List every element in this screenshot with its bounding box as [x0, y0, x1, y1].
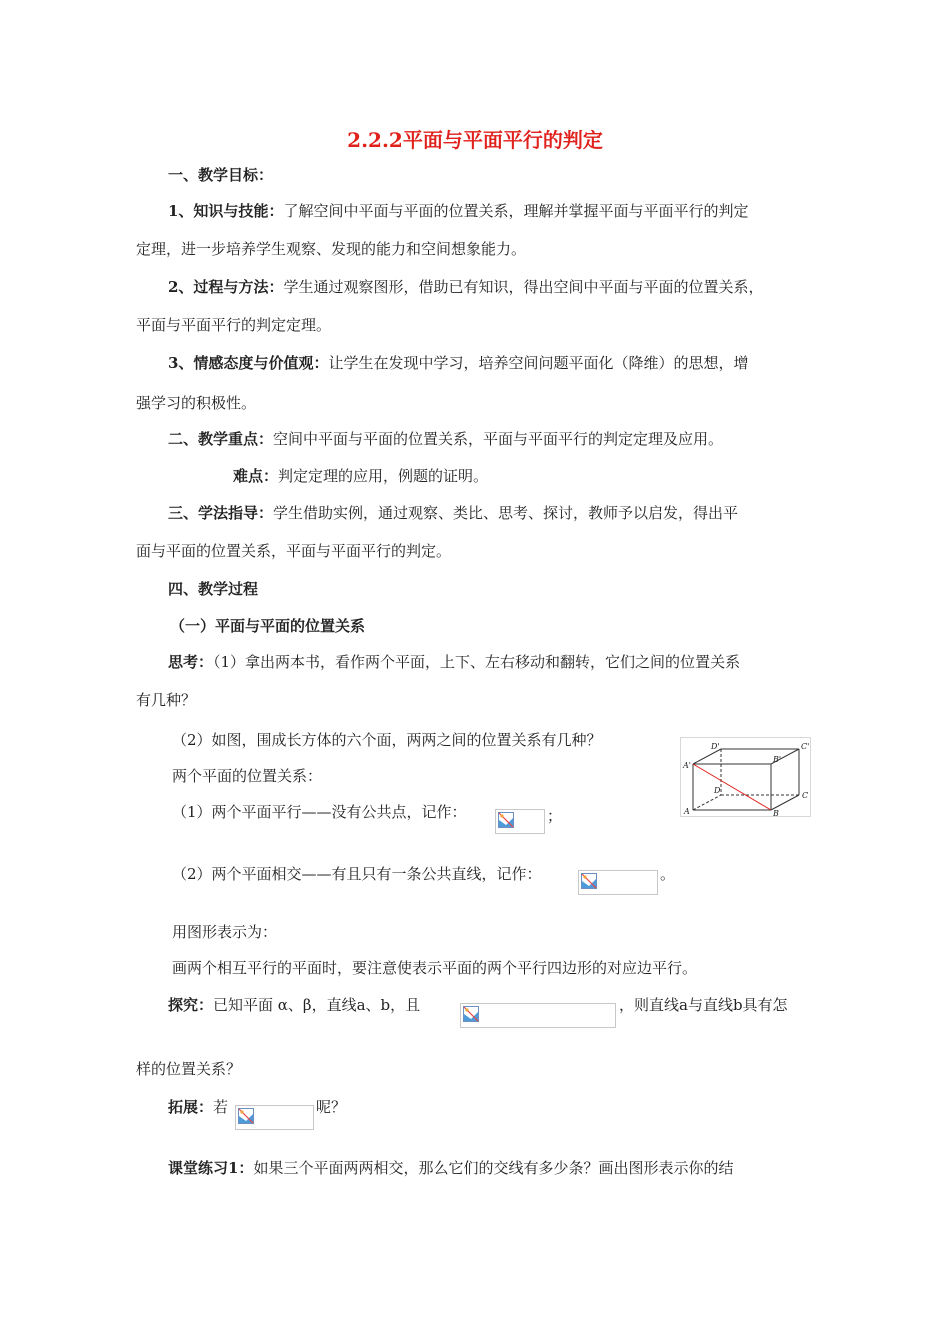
process-heading: 四、教学过程 — [168, 580, 259, 598]
cuboid-diagram — [681, 738, 810, 816]
explore-text-2: ，则直线a与直线b具有怎 — [619, 996, 788, 1014]
relation-parallel-end: ； — [547, 807, 563, 825]
broken-image-icon — [581, 873, 597, 889]
goal-1-text-b: 定理，进一步培养学生观察、发现的能力和空间想象能力。 — [136, 240, 527, 258]
goal-3-text-a: 让学生在发现中学习，培养空间问题平面化（降维）的思想，增 — [328, 354, 749, 372]
extend-label: 拓展： — [168, 1098, 214, 1116]
process-subheading: （一）平面与平面的位置关系 — [170, 617, 366, 635]
think-text-a: （1）拿出两本书，看作两个平面，上下、左右移动和翻转，它们之间的位置关系 — [213, 653, 741, 671]
broken-image-icon — [498, 812, 514, 828]
difficulty-text: 判定定理的应用，例题的证明。 — [278, 467, 489, 485]
label-c-top: C' — [801, 742, 810, 751]
extend — [168, 1097, 228, 1117]
relations-heading: 两个平面的位置关系： — [172, 767, 323, 785]
explore-label: 探究： — [168, 996, 214, 1014]
edge-a-d — [693, 795, 721, 810]
broken-image-icon — [238, 1108, 254, 1124]
relation-intersect: （2）两个平面相交——有且只有一条公共直线，记作： — [172, 865, 542, 883]
label-b-top: B' — [773, 755, 782, 764]
think — [168, 652, 740, 672]
goal-1-label: 1、知识与技能： — [168, 202, 284, 220]
label-c: C — [802, 791, 809, 800]
exercise-text: 如果三个平面两两相交，那么它们的交线有多少条？画出图形表示你的结 — [253, 1159, 734, 1177]
key-points — [168, 429, 723, 449]
key-points-text: 空间中平面与平面的位置关系，平面与平面平行的判定定理及应用。 — [273, 430, 724, 448]
cuboid-figure — [680, 737, 811, 817]
key-points-label: 二、教学重点： — [168, 430, 274, 448]
goal-2-label: 2、过程与方法： — [168, 278, 284, 296]
explore-text: 已知平面 α、β，直线a、b，且 — [213, 996, 421, 1014]
goal-2 — [168, 277, 763, 297]
exercise — [168, 1158, 733, 1178]
relation-parallel: （1）两个平面平行——没有公共点，记作： — [172, 803, 467, 821]
diagonal-line — [693, 764, 771, 810]
goal-3-label: 3、情感态度与价值观： — [168, 354, 329, 372]
goal-3-text-b: 强学习的积极性。 — [136, 394, 257, 412]
think-text-b: 有几种？ — [136, 691, 197, 709]
method-text-a: 学生借助实例，通过观察、类比、思考、探讨，教师予以启发，得出平 — [273, 504, 739, 522]
method-label: 三、学法指导： — [168, 504, 274, 522]
goal-2-text-a: 学生通过观察图形，借助已有知识，得出空间中平面与平面的位置关系， — [283, 278, 764, 296]
method-text-b: 面与平面的位置关系，平面与平面平行的判定。 — [136, 542, 452, 560]
goals-heading: 一、教学目标： — [168, 166, 274, 184]
edge-b-c — [771, 795, 799, 810]
explore-text-3: 样的位置关系？ — [136, 1060, 242, 1078]
explore — [168, 995, 420, 1015]
formula-image-intersect — [578, 870, 658, 895]
label-a: A — [684, 807, 690, 816]
extend-text: 若 — [213, 1098, 229, 1116]
label-b: B — [773, 809, 779, 816]
formula-image-extend — [235, 1105, 314, 1130]
label-a-top: A' — [683, 761, 691, 770]
difficulty — [233, 466, 488, 486]
difficulty-label: 难点： — [233, 467, 279, 485]
edge-a-top-d-top — [693, 749, 721, 764]
think-label: 思考： — [168, 653, 214, 671]
goal-2-text-b: 平面与平面平行的判定定理。 — [136, 316, 332, 334]
extend-end: 呢？ — [316, 1098, 347, 1116]
exercise-label: 课堂练习1： — [168, 1159, 254, 1177]
broken-image-icon — [463, 1006, 479, 1022]
formula-image-explore — [460, 1003, 616, 1028]
relation-intersect-end: 。 — [660, 865, 676, 883]
formula-image-parallel — [495, 809, 545, 834]
draw-note: 画两个相互平行的平面时，要注意使表示平面的两个平行四边形的对应边平行。 — [172, 959, 698, 977]
goal-1-text-a: 了解空间中平面与平面的位置关系，理解并掌握平面与平面平行的判定 — [283, 202, 749, 220]
label-d-top: D' — [711, 742, 720, 751]
method — [168, 503, 738, 523]
document-title: 2.2.2平面与平面平行的判定 — [347, 128, 603, 152]
goal-1 — [168, 201, 748, 221]
label-d: D — [714, 786, 721, 795]
goal-3 — [168, 353, 748, 373]
question-2: （2）如图，围成长方体的六个面，两两之间的位置关系有几种？ — [172, 731, 602, 749]
graph-text: 用图形表示为： — [172, 923, 278, 941]
